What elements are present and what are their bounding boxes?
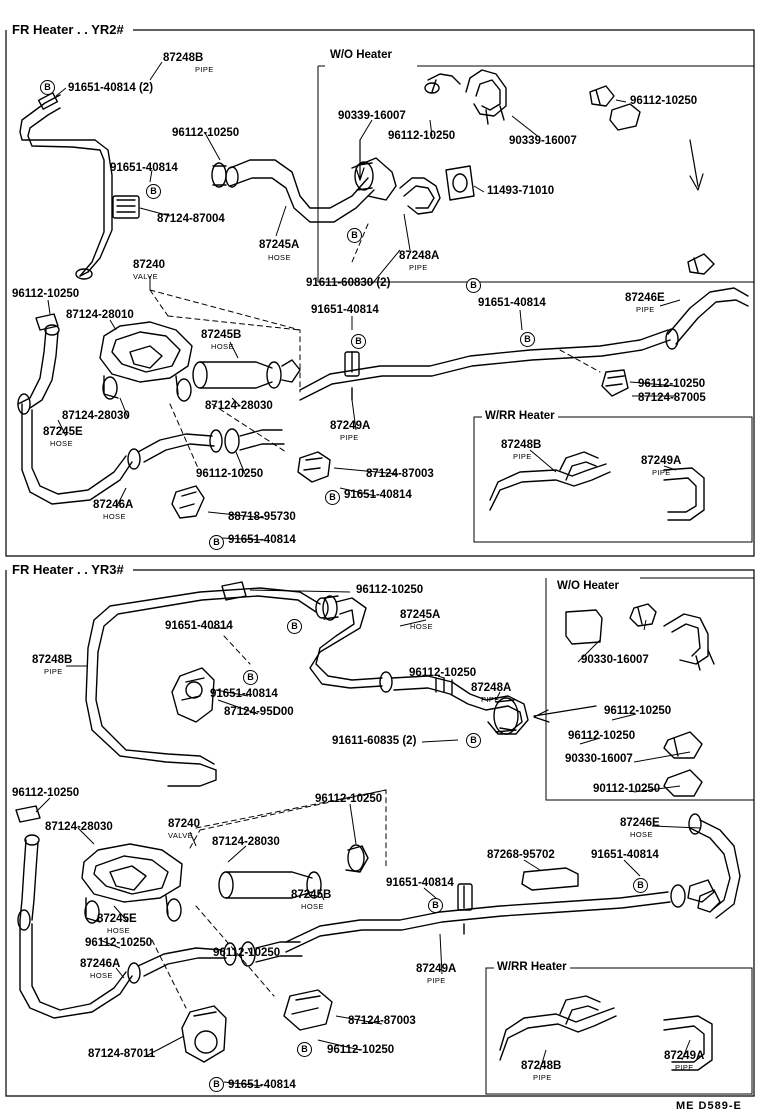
part-sublabel: PIPE bbox=[340, 433, 359, 442]
part-label: 87248B bbox=[521, 1060, 562, 1072]
bolt-marker: B bbox=[428, 898, 443, 913]
bolt-marker: B bbox=[466, 278, 481, 293]
part-sublabel: PIPE bbox=[195, 65, 214, 74]
bolt-marker: B bbox=[325, 490, 340, 505]
part-label: 91651-40814 bbox=[210, 688, 278, 700]
part-label: 87248B bbox=[501, 439, 542, 451]
part-label: 87124-28030 bbox=[205, 400, 273, 412]
part-label: 87268-95702 bbox=[487, 849, 555, 861]
part-label: 87248A bbox=[399, 250, 440, 262]
part-label: 90330-16007 bbox=[565, 753, 633, 765]
part-sublabel: VALVE bbox=[168, 831, 194, 840]
part-sublabel: HOSE bbox=[211, 342, 234, 351]
part-label: 96112-10250 bbox=[85, 937, 153, 949]
part-label: 90339-16007 bbox=[509, 135, 577, 147]
part-label: 87124-28030 bbox=[45, 821, 113, 833]
part-sublabel: HOSE bbox=[301, 902, 324, 911]
part-label: 96112-10250 bbox=[356, 584, 424, 596]
bolt-marker: B bbox=[287, 619, 302, 634]
part-label: 87249A bbox=[664, 1050, 705, 1062]
part-label: 87124-28010 bbox=[66, 309, 134, 321]
part-label: 96112-10250 bbox=[213, 947, 281, 959]
part-sublabel: HOSE bbox=[50, 439, 73, 448]
part-label: 96112-10250 bbox=[568, 730, 636, 742]
part-label: 91651-40814 bbox=[591, 849, 659, 861]
bolt-marker: B bbox=[243, 670, 258, 685]
part-sublabel: PIPE bbox=[652, 468, 671, 477]
part-label: 91651-40814 (2) bbox=[68, 82, 154, 94]
part-label: 87249A bbox=[330, 420, 371, 432]
bolt-marker: B bbox=[146, 184, 161, 199]
part-label: 87248A bbox=[471, 682, 512, 694]
part-label: 87245A bbox=[259, 239, 300, 251]
part-label: 91651-40814 bbox=[228, 534, 296, 546]
part-sublabel: PIPE bbox=[427, 976, 446, 985]
bolt-marker: B bbox=[40, 80, 55, 95]
part-sublabel: PIPE bbox=[675, 1063, 694, 1072]
box-title-wrr-heater-top: W/RR Heater bbox=[482, 410, 558, 422]
box-title-wrr-heater-bottom: W/RR Heater bbox=[494, 961, 570, 973]
part-label: 11493-71010 bbox=[487, 185, 555, 197]
part-label: 87245E bbox=[97, 913, 137, 925]
bolt-marker: B bbox=[297, 1042, 312, 1057]
part-label: 87124-28030 bbox=[212, 836, 280, 848]
part-sublabel: PIPE bbox=[409, 263, 428, 272]
part-label: 87124-95D00 bbox=[224, 706, 294, 718]
part-label: 96112-10250 bbox=[409, 667, 477, 679]
section-title-top: FR Heater . . YR2# bbox=[12, 22, 124, 37]
part-label: 87124-87004 bbox=[157, 213, 225, 225]
part-label: 96112-10250 bbox=[638, 378, 706, 390]
part-label: 88718-95730 bbox=[228, 511, 296, 523]
part-label: 96112-10250 bbox=[604, 705, 672, 717]
bolt-marker: B bbox=[466, 733, 481, 748]
part-sublabel: PIPE bbox=[533, 1073, 552, 1082]
part-label: 96112-10250 bbox=[196, 468, 264, 480]
sheet-code: ME D589-E bbox=[676, 1100, 742, 1112]
part-label: 87124-87011 bbox=[88, 1048, 156, 1060]
part-label: 87245B bbox=[201, 329, 242, 341]
part-label: 90330-16007 bbox=[581, 654, 649, 666]
part-sublabel: HOSE bbox=[268, 253, 291, 262]
part-label: 91651-40814 bbox=[228, 1079, 296, 1091]
part-label: 87240 bbox=[133, 259, 165, 271]
part-label: 96112-10250 bbox=[630, 95, 698, 107]
box-title-wo-heater-bottom: W/O Heater bbox=[554, 580, 622, 592]
part-label: 87248B bbox=[32, 654, 73, 666]
part-label: 87245A bbox=[400, 609, 441, 621]
part-label: 91651-40814 bbox=[311, 304, 379, 316]
part-label: 87124-28030 bbox=[62, 410, 130, 422]
part-label: 96112-10250 bbox=[12, 787, 80, 799]
part-label: 91651-40814 bbox=[344, 489, 412, 501]
part-label: 91651-40814 bbox=[165, 620, 233, 632]
part-label: 87246A bbox=[80, 958, 121, 970]
part-sublabel: PIPE bbox=[636, 305, 655, 314]
bolt-marker: B bbox=[347, 228, 362, 243]
part-sublabel: HOSE bbox=[410, 622, 433, 631]
part-sublabel: PIPE bbox=[513, 452, 532, 461]
part-label: 91651-40814 bbox=[110, 162, 178, 174]
part-label: 96112-10250 bbox=[315, 793, 383, 805]
part-sublabel: PIPE bbox=[44, 667, 63, 676]
part-label: 91611-60830 (2) bbox=[306, 277, 391, 289]
part-label: 91651-40814 bbox=[478, 297, 546, 309]
part-sublabel: HOSE bbox=[103, 512, 126, 521]
part-label: 87245B bbox=[291, 889, 332, 901]
part-label: 96112-10250 bbox=[172, 127, 240, 139]
part-label: 87245E bbox=[43, 426, 83, 438]
part-label: 91651-40814 bbox=[386, 877, 454, 889]
part-label: 87124-87003 bbox=[348, 1015, 416, 1027]
part-label: 87249A bbox=[641, 455, 682, 467]
part-label: 87246A bbox=[93, 499, 134, 511]
part-sublabel: HOSE bbox=[107, 926, 130, 935]
part-sublabel: HOSE bbox=[90, 971, 113, 980]
part-label: 90112-10250 bbox=[593, 783, 661, 795]
box-title-wo-heater-top: W/O Heater bbox=[327, 49, 395, 61]
bolt-marker: B bbox=[633, 878, 648, 893]
part-label: 91611-60835 (2) bbox=[332, 735, 417, 747]
part-label: 96112-10250 bbox=[12, 288, 80, 300]
part-sublabel: VALVE bbox=[133, 272, 159, 281]
part-label: 87246E bbox=[625, 292, 665, 304]
bolt-marker: B bbox=[209, 535, 224, 550]
part-sublabel: HOSE bbox=[630, 830, 653, 839]
part-sublabel: PIPE bbox=[481, 695, 500, 704]
part-label: 90339-16007 bbox=[338, 110, 406, 122]
part-label: 87246E bbox=[620, 817, 660, 829]
part-label: 87240 bbox=[168, 818, 200, 830]
section-title-bottom: FR Heater . . YR3# bbox=[12, 562, 124, 577]
part-label: 87249A bbox=[416, 963, 457, 975]
bolt-marker: B bbox=[351, 334, 366, 349]
part-label: 87124-87005 bbox=[638, 392, 706, 404]
bolt-marker: B bbox=[520, 332, 535, 347]
part-label: 96112-10250 bbox=[327, 1044, 395, 1056]
part-label: 87124-87003 bbox=[366, 468, 434, 480]
part-label: 96112-10250 bbox=[388, 130, 456, 142]
bolt-marker: B bbox=[209, 1077, 224, 1092]
part-label: 87248B bbox=[163, 52, 204, 64]
